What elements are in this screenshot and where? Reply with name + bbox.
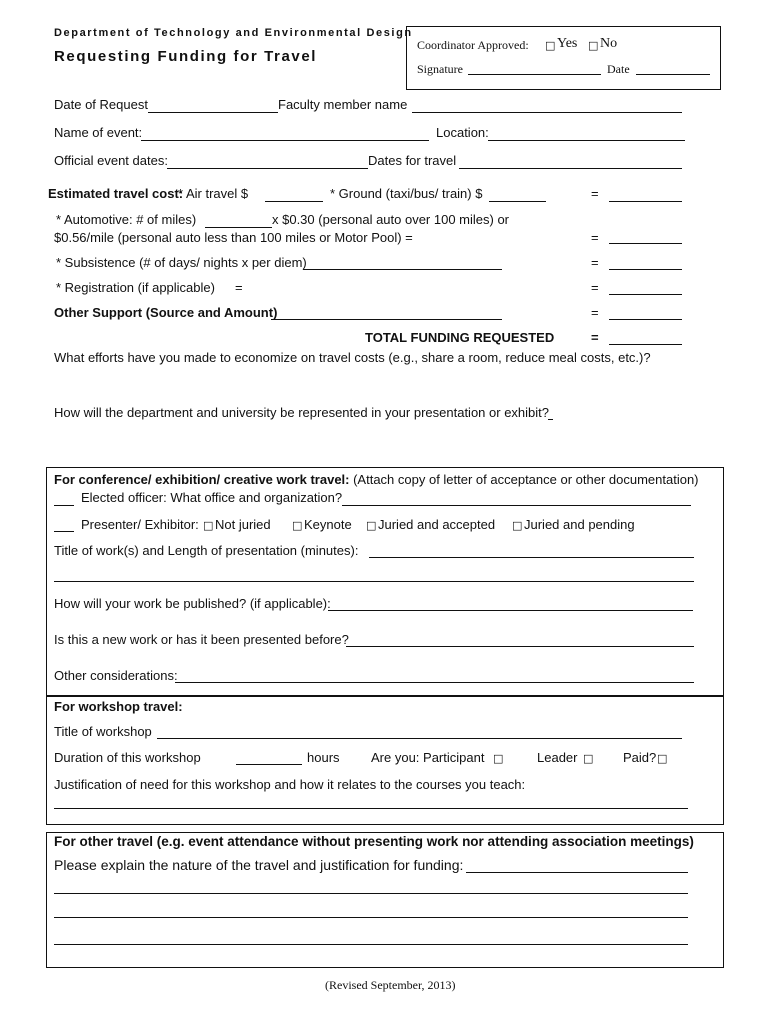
published-label: How will your work be published? (if applicable): (54, 596, 331, 611)
elected-officer-check-line[interactable] (54, 505, 74, 506)
event-name-label: Name of event: (54, 125, 143, 140)
no-label: No (600, 36, 618, 51)
official-dates-line[interactable] (167, 168, 368, 169)
other-travel-line-3[interactable] (54, 917, 688, 918)
location-label: Location: (436, 125, 489, 140)
faculty-name-label: Faculty member name (278, 97, 408, 112)
automotive-total-line[interactable] (609, 243, 682, 244)
other-travel-line-4[interactable] (54, 944, 688, 945)
form-title: Requesting Funding for Travel (54, 48, 318, 65)
workshop-hours-label: hours (307, 750, 340, 765)
workshop-justification-label: Justification of need for this workshop and how it relates to the courses you teach: (54, 777, 526, 792)
conference-heading-note: (Attach copy of letter of acceptance or other documentation) (349, 472, 699, 487)
keynote-checkbox[interactable]: □ (292, 519, 303, 532)
paid-label: Paid? (623, 750, 657, 765)
coordinator-date-line[interactable] (636, 74, 710, 75)
elected-officer-line[interactable] (342, 505, 691, 506)
published-line[interactable] (328, 610, 693, 611)
elected-officer-label: Elected officer: What office and organization? (81, 490, 343, 505)
other-support-label: Other Support (Source and Amount) (54, 305, 278, 320)
total-funding-line[interactable] (609, 344, 682, 345)
leader-label: Leader (537, 750, 578, 765)
paid-checkbox[interactable]: □ (657, 752, 668, 765)
new-work-line[interactable] (346, 646, 694, 647)
juried-pending-label: Juried and pending (524, 517, 635, 532)
total-funding-equals: = (591, 330, 599, 345)
other-support-equals: = (591, 305, 599, 320)
participant-checkbox[interactable]: □ (493, 752, 504, 765)
yes-checkbox[interactable]: □ (545, 39, 556, 52)
department-name: Department of Technology and Environmental Design (54, 27, 413, 39)
juried-pending-checkbox[interactable]: □ (512, 519, 523, 532)
workshop-justification-line[interactable] (54, 808, 688, 809)
juried-accepted-checkbox[interactable]: □ (366, 519, 377, 532)
juried-accepted-label: Juried and accepted (378, 517, 496, 532)
ground-travel-label: * Ground (taxi/bus/ train) $ (330, 186, 483, 201)
other-travel-heading: For other travel (e.g. event attendance without presenting work nor attending association meetings) (54, 834, 694, 849)
registration-equals: = (591, 280, 599, 295)
estimated-total-line[interactable] (609, 201, 682, 202)
subsistence-label: * Subsistence (# of days/ nights x per diem) (56, 255, 307, 270)
workshop-heading: For workshop travel: (54, 699, 183, 714)
travel-dates-line[interactable] (459, 168, 682, 169)
automotive-miles-line[interactable] (205, 227, 272, 228)
new-work-label: Is this a new work or has it been presented before? (54, 632, 349, 647)
other-considerations-line[interactable] (175, 682, 694, 683)
automotive-label: * Automotive: # of miles) (56, 212, 197, 227)
automotive-rate-label: x $0.30 (personal auto over 100 miles) or (272, 212, 510, 227)
keynote-label: Keynote (304, 517, 352, 532)
faculty-name-line[interactable] (412, 112, 682, 113)
work-title-line[interactable] (369, 557, 694, 558)
ground-travel-line[interactable] (489, 201, 546, 202)
work-title-line-2[interactable] (54, 581, 694, 582)
location-line[interactable] (488, 140, 685, 141)
air-travel-label: * Air travel $ (178, 186, 249, 201)
estimated-equals: = (591, 186, 599, 201)
other-travel-line-2[interactable] (54, 893, 688, 894)
workshop-duration-line[interactable] (236, 764, 302, 765)
representation-answer-line[interactable] (548, 419, 553, 420)
other-travel-section (46, 832, 724, 968)
automotive-equals: = (591, 230, 599, 245)
participant-label: Are you: Participant (371, 750, 485, 765)
event-name-line[interactable] (141, 140, 429, 141)
not-juried-checkbox[interactable]: □ (203, 519, 214, 532)
date-of-request-line[interactable] (148, 112, 278, 113)
air-travel-line[interactable] (265, 201, 323, 202)
coordinator-approved-label: Coordinator Approved: (417, 38, 529, 52)
registration-inline-equals: = (235, 280, 243, 295)
coordinator-date-label: Date (607, 62, 630, 76)
estimated-travel-cost-label: Estimated travel cost: (48, 186, 184, 201)
workshop-title-line[interactable] (157, 738, 682, 739)
other-support-total-line[interactable] (609, 319, 682, 320)
travel-dates-label: Dates for travel (368, 153, 457, 168)
workshop-duration-label: Duration of this workshop (54, 750, 201, 765)
leader-checkbox[interactable]: □ (583, 752, 594, 765)
presenter-check-line[interactable] (54, 531, 74, 532)
official-dates-label: Official event dates: (54, 153, 168, 168)
automotive-rate-label-2: $0.56/mile (personal auto less than 100 miles or Motor Pool) = (54, 230, 413, 245)
registration-label: * Registration (if applicable) (56, 280, 215, 295)
other-travel-explain-line[interactable] (466, 872, 688, 873)
conference-heading-bold: For conference/ exhibition/ creative work travel: (54, 472, 350, 487)
economize-question: What efforts have you made to economize on travel costs (e.g., share a room, reduce meal costs, etc.)? (54, 350, 651, 365)
subsistence-equals: = (591, 255, 599, 270)
workshop-title-label: Title of workshop (54, 724, 152, 739)
no-checkbox[interactable]: □ (588, 39, 599, 52)
total-funding-label: TOTAL FUNDING REQUESTED (365, 330, 555, 345)
date-of-request-label: Date of Request (54, 97, 148, 112)
representation-question: How will the department and university be represented in your presentation or exhibit? (54, 405, 549, 420)
other-considerations-label: Other considerations: (54, 668, 178, 683)
work-title-label: Title of work(s) and Length of presentation (minutes): (54, 543, 359, 558)
subsistence-total-line[interactable] (609, 269, 682, 270)
other-travel-explain-label: Please explain the nature of the travel and justification for funding: (54, 857, 464, 873)
other-support-line[interactable] (271, 319, 502, 320)
conference-heading (54, 472, 699, 487)
not-juried-label: Not juried (215, 517, 271, 532)
signature-label: Signature (417, 62, 463, 76)
signature-line[interactable] (468, 74, 601, 75)
presenter-label: Presenter/ Exhibitor: (81, 517, 199, 532)
revision-note: (Revised September, 2013) (325, 978, 456, 992)
registration-total-line[interactable] (609, 294, 682, 295)
subsistence-line[interactable] (303, 269, 502, 270)
yes-label: Yes (557, 36, 578, 51)
